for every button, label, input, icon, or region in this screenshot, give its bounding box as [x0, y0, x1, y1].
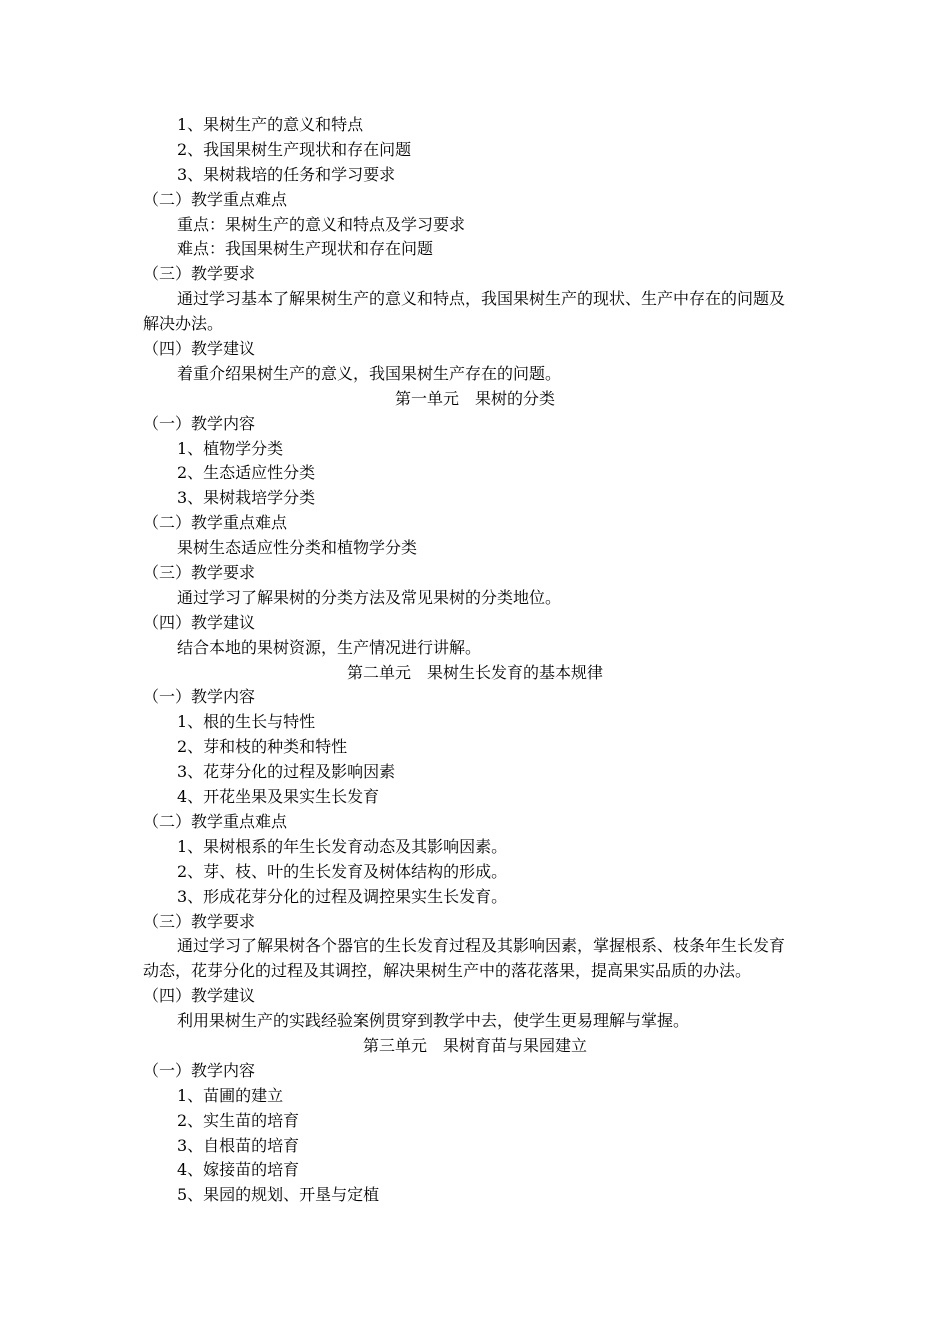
text-line: 1、苗圃的建立 — [177, 1085, 284, 1105]
section-heading: （一）教学内容 — [143, 413, 256, 433]
text-line: 1、果树生产的意义和特点 — [177, 115, 364, 134]
text-line: 1、植物学分类 — [177, 438, 284, 458]
section-heading: （一）教学内容 — [143, 1060, 256, 1080]
document-body — [0, 113, 950, 1208]
section-heading: （四）教学建议 — [143, 339, 256, 359]
text-line: 重点：果树生产的意义和特点及学习要求 — [177, 214, 466, 234]
text-line: 1、根的生长与特性 — [177, 712, 316, 732]
text-line: 2、芽和枝的种类和特性 — [177, 737, 348, 757]
paragraph-line: 着重介绍果树生产的意义，我国果树生产存在的问题。 — [177, 363, 562, 383]
text-line: 4、嫁接苗的培育 — [177, 1160, 300, 1180]
text-line: 难点：我国果树生产现状和存在问题 — [177, 239, 434, 259]
section-heading: （三）教学要求 — [143, 911, 256, 931]
unit-title: 第一单元 果树的分类 — [394, 388, 555, 408]
text-line: 3、自根苗的培育 — [177, 1135, 300, 1155]
section-heading: （四）教学建议 — [143, 986, 256, 1006]
section-heading: （三）教学要求 — [143, 264, 256, 284]
paragraph-line: 利用果树生产的实践经验案例贯穿到教学中去，使学生更易理解与掌握。 — [177, 1011, 690, 1031]
paragraph-line: 解决办法。 — [143, 314, 224, 334]
text-line: 1、果树根系的年生长发育动态及其影响因素。 — [177, 836, 508, 856]
section-heading: （二）教学重点难点 — [143, 189, 288, 209]
text-line: 4、开花坐果及果实生长发育 — [177, 787, 380, 807]
text-line: 2、芽、枝、叶的生长发育及树体结构的形成。 — [177, 861, 508, 881]
paragraph-line: 通过学习基本了解果树生产的意义和特点，我国果树生产的现状、生产中存在的问题及 — [177, 289, 786, 309]
section-heading: （二）教学重点难点 — [143, 811, 288, 831]
text-line: 果树生态适应性分类和植物学分类 — [177, 538, 418, 558]
paragraph-line: 动态，花芽分化的过程及其调控，解决果树生产中的落花落果，提高果实品质的办法。 — [143, 961, 752, 981]
text-line: 2、生态适应性分类 — [177, 463, 316, 483]
paragraph-line: 结合本地的果树资源，生产情况进行讲解。 — [177, 637, 482, 657]
unit-title: 第三单元 果树育苗与果园建立 — [362, 1035, 587, 1055]
unit-title: 第二单元 果树生长发育的基本规律 — [346, 662, 603, 682]
text-line: 3、果树栽培学分类 — [177, 488, 316, 508]
section-heading: （四）教学建议 — [143, 612, 256, 632]
section-heading: （三）教学要求 — [143, 563, 256, 583]
section-heading: （二）教学重点难点 — [143, 513, 288, 533]
text-line: 2、我国果树生产现状和存在问题 — [177, 139, 412, 159]
text-line: 3、果树栽培的任务和学习要求 — [177, 164, 396, 184]
text-line: 5、果园的规划、开垦与定植 — [177, 1185, 380, 1205]
paragraph-line: 通过学习了解果树各个器官的生长发育过程及其影响因素，掌握根系、枝条年生长发育 — [177, 936, 786, 956]
text-line: 3、形成花芽分化的过程及调控果实生长发育。 — [177, 886, 508, 906]
section-heading: （一）教学内容 — [143, 687, 256, 707]
paragraph-line: 通过学习了解果树的分类方法及常见果树的分类地位。 — [177, 587, 562, 607]
text-line: 3、花芽分化的过程及影响因素 — [177, 762, 396, 782]
text-line: 2、实生苗的培育 — [177, 1110, 300, 1130]
